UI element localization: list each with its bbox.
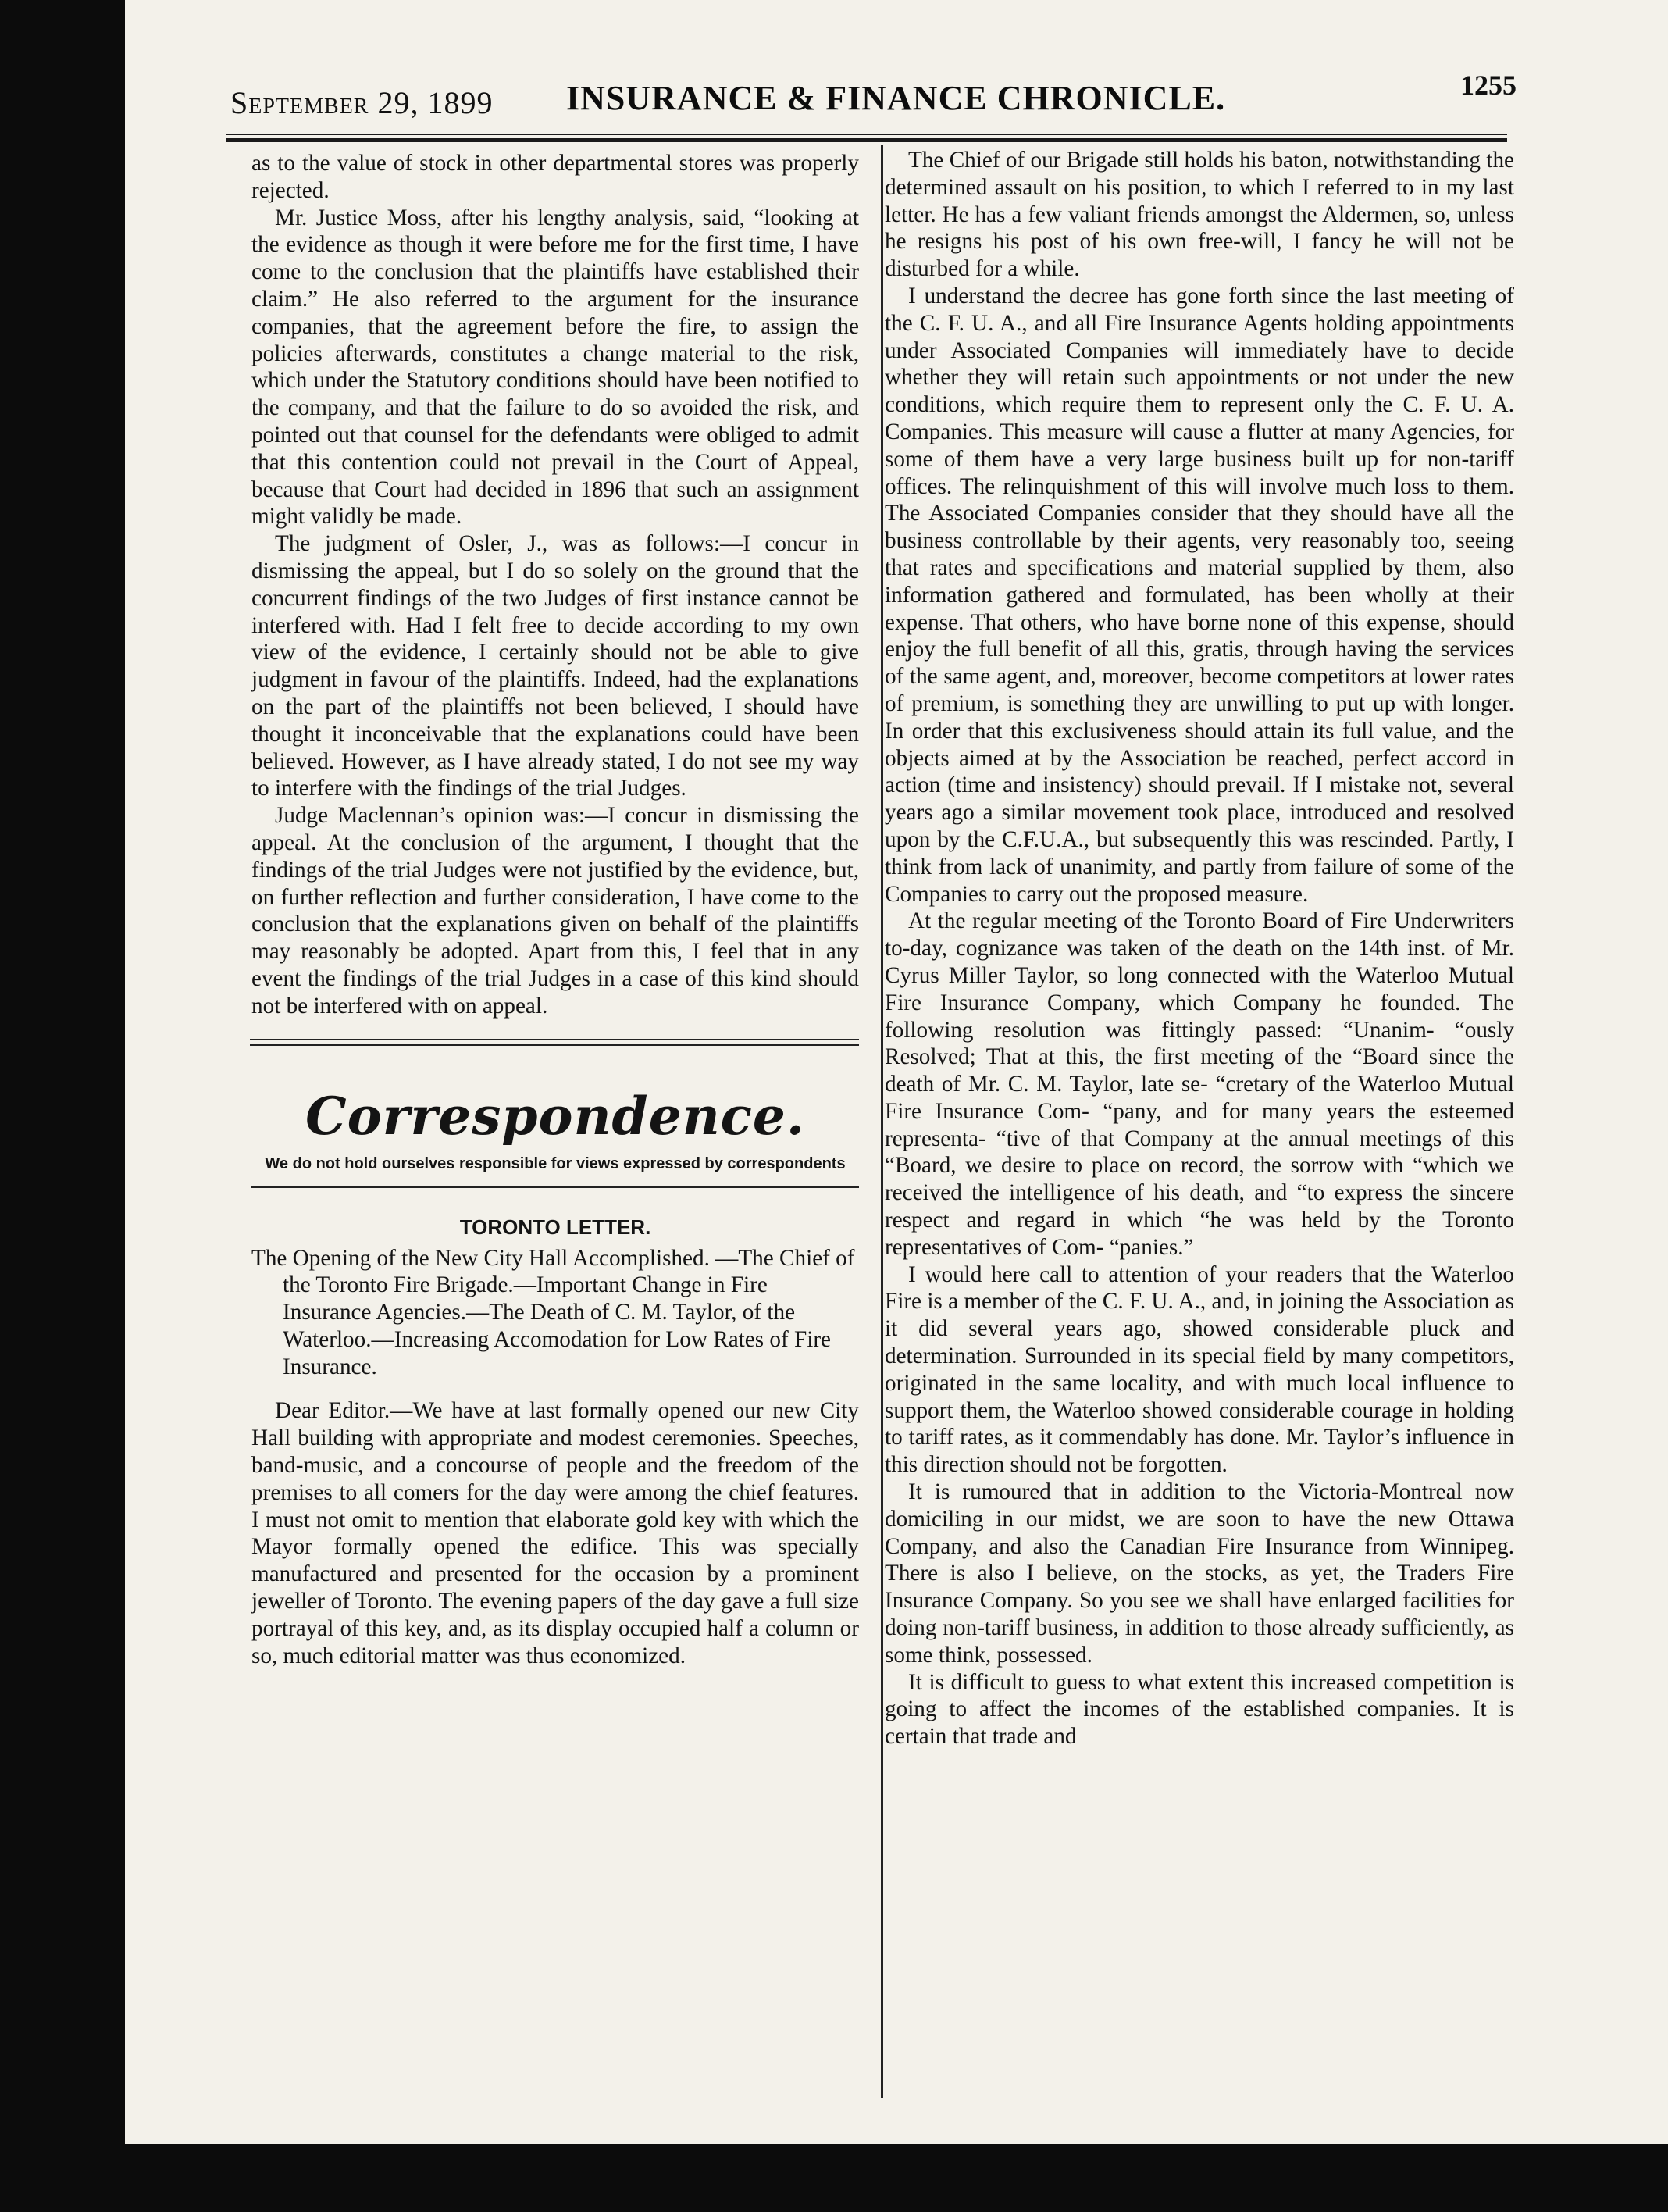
paragraph: The judgment of Osler, J., was as follows:—I concur in dismissing the appeal, but I do so solely on the ground that the concurrent findings of the two Judges of first instance cannot be interfered with. Had I felt free to decide according to my own view of the evidence, I certainly should not be able to give judgment in favour of the plaintiffs. Indeed, had the explanations on the part of the plaintiffs not been believed, I should have thought it inconceivable that the explanations could have been believed. However, as I have already stated, I do not see my way to interfere with the findings of the trial Judges. bbox=[251, 531, 859, 801]
paragraph: It is difficult to guess to what extent this increased competition is going to affect the incomes of the established companies. It is certain that trade and bbox=[885, 1669, 1514, 1750]
page-date: September 29, 1899 bbox=[230, 85, 494, 120]
paragraph: At the regular meeting of the Toronto Board of Fire Underwriters to-day, cognizance was taken of the death on the 14th inst. of Mr. Cyrus Miller Taylor, so long connected with the Waterloo Mutual Fire Insurance Company, which Company he founded. The following resolution was fittingly passed: “Unanim- “ously Resolved; That at this, the first meeting of the “Board since the death of Mr. C. M. Taylor, late se- “cretary of the Waterloo Mutual Fire Insurance Com- “pany, and for many years the esteemed representa- “tive of that Company at the annual meetings of this “Board, we desire to place on record, the sorrow with “which we received the intelligence of his death, and “to express the sincere respect and regard in which “he was held by the Toronto representatives of Com- “panies.” bbox=[885, 908, 1514, 1260]
header-rule-thick bbox=[226, 138, 1507, 142]
column-divider bbox=[881, 145, 883, 2098]
paragraph: The Chief of our Brigade still holds his baton, notwithstanding the determined assault on his position, to which I referred to in my last letter. He has a few valiant friends amongst the Aldermen, so, unless he resigns his post of his own free-will, I fancy he will not be disturbed for a while. bbox=[885, 148, 1514, 282]
publication-title: INSURANCE & FINANCE CHRONICLE. bbox=[566, 79, 1226, 117]
paragraph: I would here call to attention of your readers that the Waterloo Fire is a member of the C. F. U. A., and, in joining the Association as it did several years ago, showed considerable pluck and determination. Surrounded in its special field by many competitors, originated in the same locality, and with much local influence to support them, the Waterloo showed considerable courage in holding to tariff rates, as it commendably has done. Mr. Taylor’s influence in this direction should not be forgotten. bbox=[885, 1261, 1514, 1478]
section-title: Correspondence. bbox=[305, 1085, 805, 1147]
section-rule bbox=[251, 1186, 859, 1188]
paragraph: Dear Editor.—We have at last formally opened our new City Hall building with appropriate and modest ceremonies. Speeches, band-music, and a concourse of people and the freedom of the premises to all comers for the day were among the chief features. I must not omit to mention that elaborate gold key with which the Mayor formally opened the edifice. This was specially manufactured and presented for the occasion by a prominent jeweller of Toronto. The evening papers of the day gave a full size portrayal of this key, and, as its display occupied half a column or so, much editorial matter was thus economized. bbox=[251, 1398, 859, 1668]
page-number: 1255 bbox=[1460, 70, 1517, 101]
section-divider bbox=[250, 1039, 859, 1046]
paragraph: as to the value of stock in other departmental stores was properly rejected. bbox=[251, 151, 859, 203]
right-column bbox=[885, 147, 1514, 1750]
paragraph: Judge Maclennan’s opinion was:—I concur in dismissing the appeal. At the conclusion of the argument, I thought that the findings of the trial Judges were not justified by the evidence, but, on further reflection and further consideration, I have come to the conclusion that the explanations given on behalf of the plaintiffs may reasonably be adopted. Apart from this, I feel that in any event the findings of the trial Judges in a case of this kind should not be interfered with on appeal. bbox=[251, 803, 859, 1019]
paragraph: It is rumoured that in addition to the Victoria-Montreal now domiciling in our midst, we are soon to have the new Ottawa Company, and also the Canadian Fire Insurance from Winnipeg. There is also I believe, on the stocks, as yet, the Traders Fire Insurance Company. So you see we shall have enlarged facilities for doing non-tariff business, in addition to those already sufficiently, as some think, possessed. bbox=[885, 1479, 1514, 1668]
paragraph: Mr. Justice Moss, after his lengthy analysis, said, “looking at the evidence as though it were before me for the first time, I have come to the conclusion that the plaintiffs have established their claim.” He also referred to the argument for the insurance companies, that the agreement before the fire, to assign the policies afterwards, constitutes a change material to the risk, which under the Statutory conditions should have been notified to the company, and that the failure to do so avoided the risk, and pointed out that counsel for the defendants were obliged to admit that this contention could not prevail in the Court of Appeal, because that Court had decided in 1896 that such an assignment might validly be made. bbox=[251, 205, 859, 530]
letter-subheadings: The Opening of the New City Hall Accomplished. —The Chief of the Toronto Fire Brigade.—Important Change in Fire Insurance Agencies.—The Death of C. M. Taylor, of the Waterloo.—Increasing Accomodation for Low Rates of Fire Insurance. bbox=[251, 1245, 855, 1379]
paragraph: I understand the decree has gone forth since the last meeting of the C. F. U. A., and all Fire Insurance Agents holding appointments under Associated Companies will immediately have to decide whether they will retain such appointments or not under the new conditions, which require them to represent only the C. F. U. A. Companies. This measure will cause a flutter at many Agencies, for some of them have a very large business built up for non-tariff offices. The relinquishment of this will involve much loss to them. The Associated Companies consider that they should have all the business controllable by their agents, very reasonably too, seeing that rates and specifications and material supplied by them, also information gathered and formulated, has been wholly at their expense. That others, who have borne none of this expense, should enjoy the full benefit of all this, gratis, through having the services of the same agent, and, moreover, become competitors at lower rates of premium, is something they are unwilling to put up with longer. In order that this exclusiveness should attain its full value, and the objects aimed at by the Association be reached, perfect accord in action (time and insistency) should prevail. If I mistake not, several years ago a similar movement took place, introduced and resolved upon by the C.F.U.A., but subsequently this was rescinded. Partly, I think from lack of unanimity, and partly from failure of some of the Companies to carry out the proposed measure. bbox=[885, 283, 1514, 907]
letter-title: TORONTO LETTER. bbox=[459, 1215, 651, 1239]
header-rule bbox=[226, 134, 1507, 135]
section-disclaimer: We do not hold ourselves responsible for views expressed by correspondents bbox=[265, 1154, 846, 1172]
left-column bbox=[251, 150, 859, 1669]
